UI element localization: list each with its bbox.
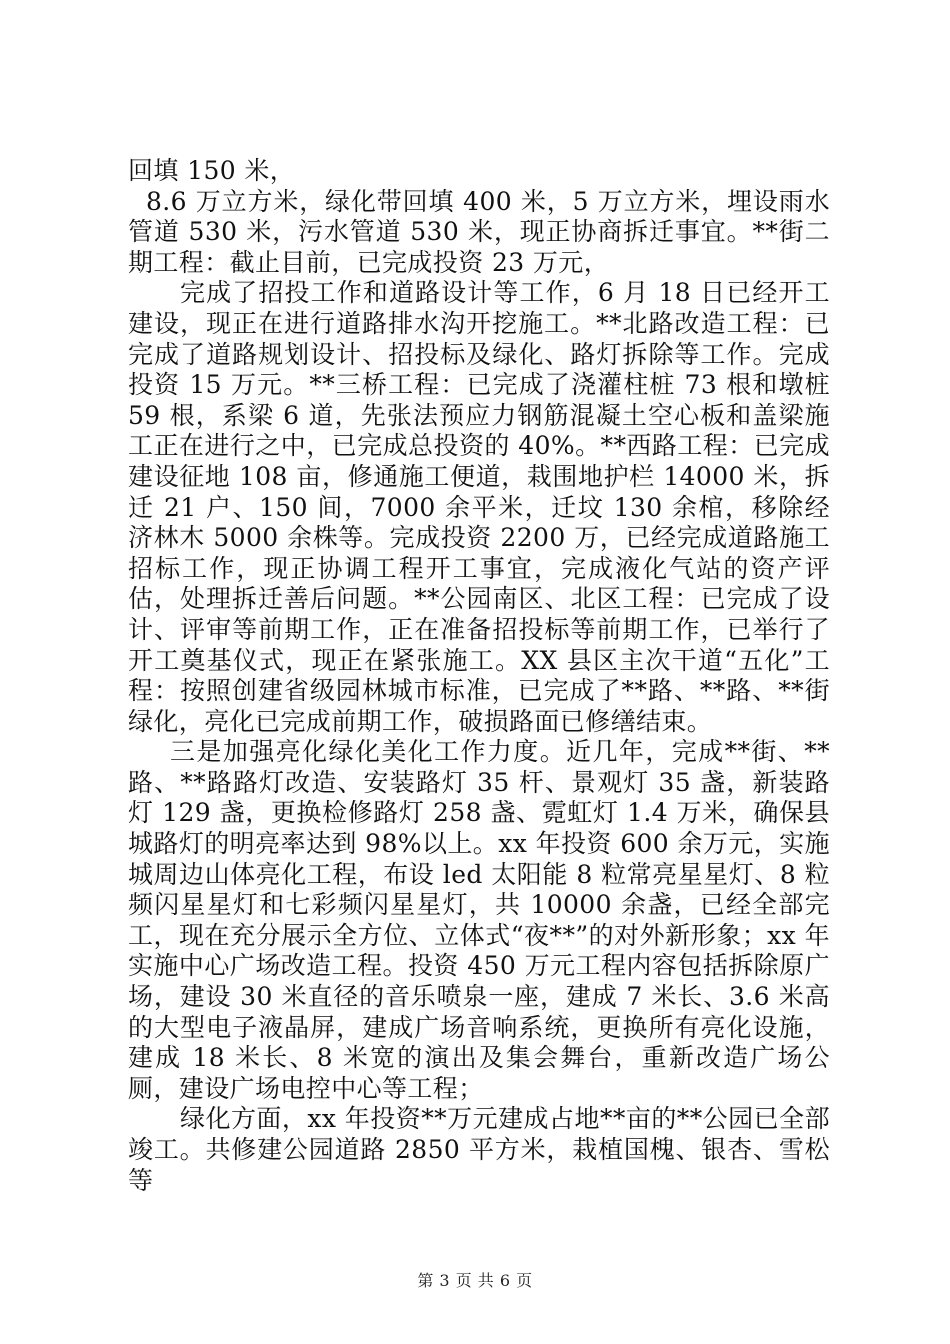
- paragraph-2: 8.6 万立方米，绿化带回填 400 米，5 万立方米，埋设雨水管道 530 米，污水管道 530 米，现正协商拆迁事宜。**街二期工程：截止目前，已完成投资 23 万元，: [128, 186, 830, 277]
- page-footer: 第 3 页 共 6 页: [417, 1271, 533, 1290]
- paragraph-1: 回填 150 米，: [128, 156, 296, 185]
- paragraph-5: 绿化方面，xx 年投资**万元建成占地**亩的**公园已全部竣工。共修建公园道路 2850 平方米，栽植国槐、银杏、雪松等: [128, 1104, 830, 1195]
- paragraph-3: 完成了招投工作和道路设计等工作，6 月 18 日已经开工建设，现正在进行道路排水沟开挖施工。**北路改造工程：已完成了道路规划设计、招投标及绿化、路灯拆除等工作。完成投资 15 万元。**三桥工程：已完成了浇灌柱桩 73 根和墩桩 59 根，系梁 6 道，先张法预应力钢筋混凝土空心板和盖梁施工正在进行之中，已完成总投资的 40%。**西路工程：已完成建设征地 108 亩，修通施工便道，栽围地护栏 14000 米，拆迁 21 户、150 间，7000 余平米，迁坟 130 余棺，移除经济林木 5000 余株等。完成投资 2200 万，已经完成道路施工招标工作，现正协调工程开工事宜，完成液化气站的资产评估，处理拆迁善后问题。**公园南区、北区工程：已完成了设计、评审等前期工作，正在准备招投标等前期工作，已举行了开工奠基仪式，现正在紧张施工。XX 县区主次干道“五化”工程：按照创建省级园林城市标准，已完成了**路、**路、**街绿化，亮化已完成前期工作，破损路面已修缮结束。: [128, 278, 830, 736]
- document-body: [128, 156, 830, 1196]
- paragraph-4: 三是加强亮化绿化美化工作力度。近几年，完成**街、**路、**路路灯改造、安装路灯 35 杆、景观灯 35 盏，新装路灯 129 盏，更换检修路灯 258 盏、霓虹灯 1.4 万米，确保县城路灯的明亮率达到 98%以上。xx 年投资 600 余万元，实施城周边山体亮化工程，布设 led 太阳能 8 粒常亮星星灯、8 粒频闪星星灯和七彩频闪星星灯，共 10000 余盏，已经全部完工，现在充分展示全方位、立体式“夜**”的对外新形象；xx 年实施中心广场改造工程。投资 450 万元工程内容包括拆除原广场，建设 30 米直径的音乐喷泉一座，建成 7 米长、3.6 米高的大型电子液晶屏，建成广场音响系统，更换所有亮化设施，建成 18 米长、8 米宽的演出及集会舞台，重新改造广场公厕，建设广场电控中心等工程；: [128, 737, 830, 1103]
